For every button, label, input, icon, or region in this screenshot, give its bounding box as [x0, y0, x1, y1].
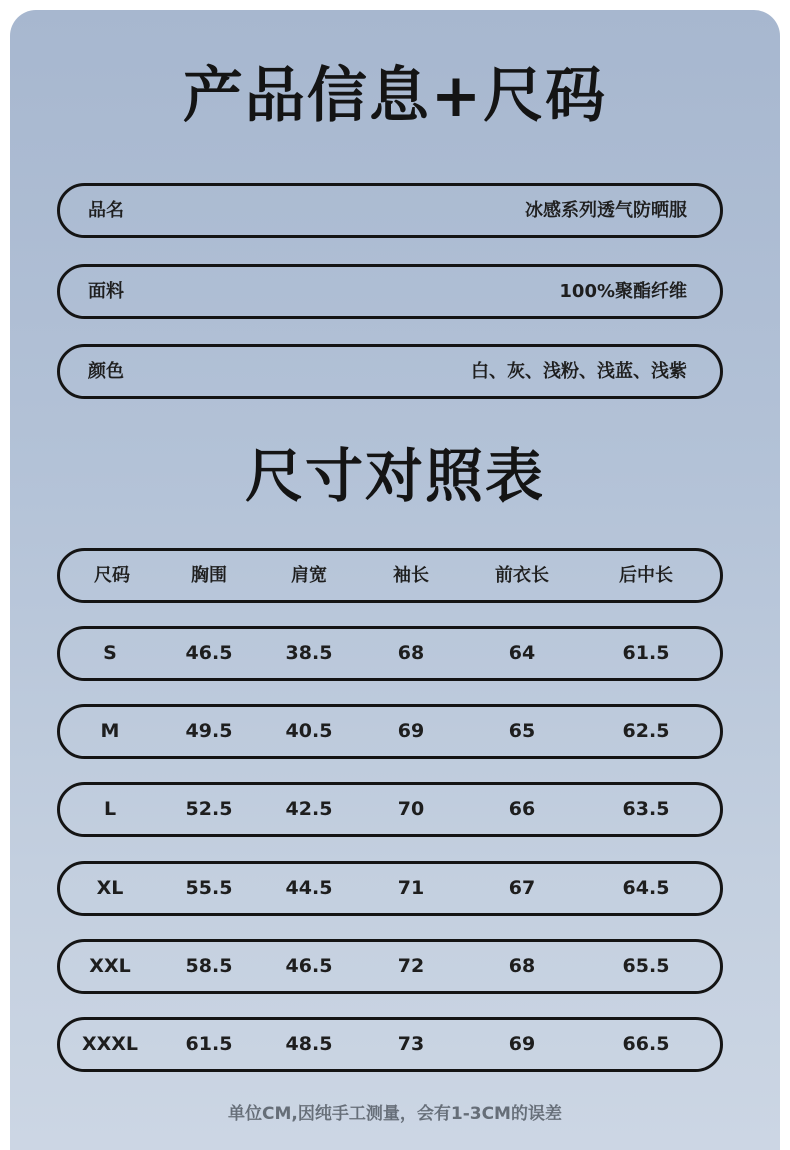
table-cell: 65.5 [622, 955, 670, 977]
table-cell: 66 [508, 798, 536, 820]
info-row-color [57, 344, 723, 399]
info-value: 100%聚酯纤维 [559, 281, 687, 302]
info-row-name [57, 183, 723, 238]
table-row [57, 626, 723, 681]
table-cell: 48.5 [285, 1033, 333, 1055]
table-cell: 61.5 [622, 642, 670, 664]
info-value: 冰感系列透气防晒服 [525, 200, 687, 221]
header-cell-sleeve: 袖长 [393, 565, 429, 586]
table-cell: 64 [508, 642, 536, 664]
table-row [57, 704, 723, 759]
table-cell: 66.5 [622, 1033, 670, 1055]
info-label: 品名 [88, 200, 124, 221]
table-cell: 44.5 [285, 877, 333, 899]
table-cell: 68 [508, 955, 536, 977]
measurement-note: 单位CM,因纯手工测量，会有1-3CM的误差 [228, 1104, 562, 1124]
table-cell: XL [96, 877, 124, 899]
info-label: 颜色 [88, 361, 124, 382]
header-cell-shoulder: 肩宽 [291, 565, 327, 586]
table-row [57, 939, 723, 994]
table-cell: 69 [508, 1033, 536, 1055]
table-cell: 68 [397, 642, 425, 664]
table-cell: 38.5 [285, 642, 333, 664]
table-cell: 62.5 [622, 720, 670, 742]
header-cell-chest: 胸围 [191, 565, 227, 586]
table-row [57, 1017, 723, 1072]
table-cell: 64.5 [622, 877, 670, 899]
table-cell: 61.5 [185, 1033, 233, 1055]
table-cell: 63.5 [622, 798, 670, 820]
table-cell: 42.5 [285, 798, 333, 820]
table-cell: 40.5 [285, 720, 333, 742]
table-cell: 46.5 [285, 955, 333, 977]
table-cell: 58.5 [185, 955, 233, 977]
table-cell: S [103, 642, 117, 664]
table-row [57, 782, 723, 837]
size-chart-title: 尺寸对照表 [244, 442, 545, 510]
table-cell: 46.5 [185, 642, 233, 664]
table-cell: 65 [508, 720, 536, 742]
table-cell: 69 [397, 720, 425, 742]
table-cell: L [103, 798, 117, 820]
table-cell: XXXL [81, 1033, 139, 1055]
page-title: 产品信息+尺码 [182, 61, 608, 131]
table-cell: 70 [397, 798, 425, 820]
header-cell-size: 尺码 [94, 565, 130, 586]
header-cell-back-length: 后中长 [619, 565, 673, 586]
table-cell: 55.5 [185, 877, 233, 899]
table-cell: 49.5 [185, 720, 233, 742]
table-cell: 71 [397, 877, 425, 899]
table-cell: 67 [508, 877, 536, 899]
table-row [57, 861, 723, 916]
header-cell-front-length: 前衣长 [495, 565, 549, 586]
table-cell: M [100, 720, 120, 742]
table-cell: XXL [89, 955, 131, 977]
table-cell: 73 [397, 1033, 425, 1055]
table-cell: 52.5 [185, 798, 233, 820]
table-cell: 72 [397, 955, 425, 977]
size-table-header [57, 548, 723, 603]
info-value: 白、灰、浅粉、浅蓝、浅紫 [471, 361, 687, 382]
info-row-fabric [57, 264, 723, 319]
info-label: 面料 [88, 281, 124, 302]
